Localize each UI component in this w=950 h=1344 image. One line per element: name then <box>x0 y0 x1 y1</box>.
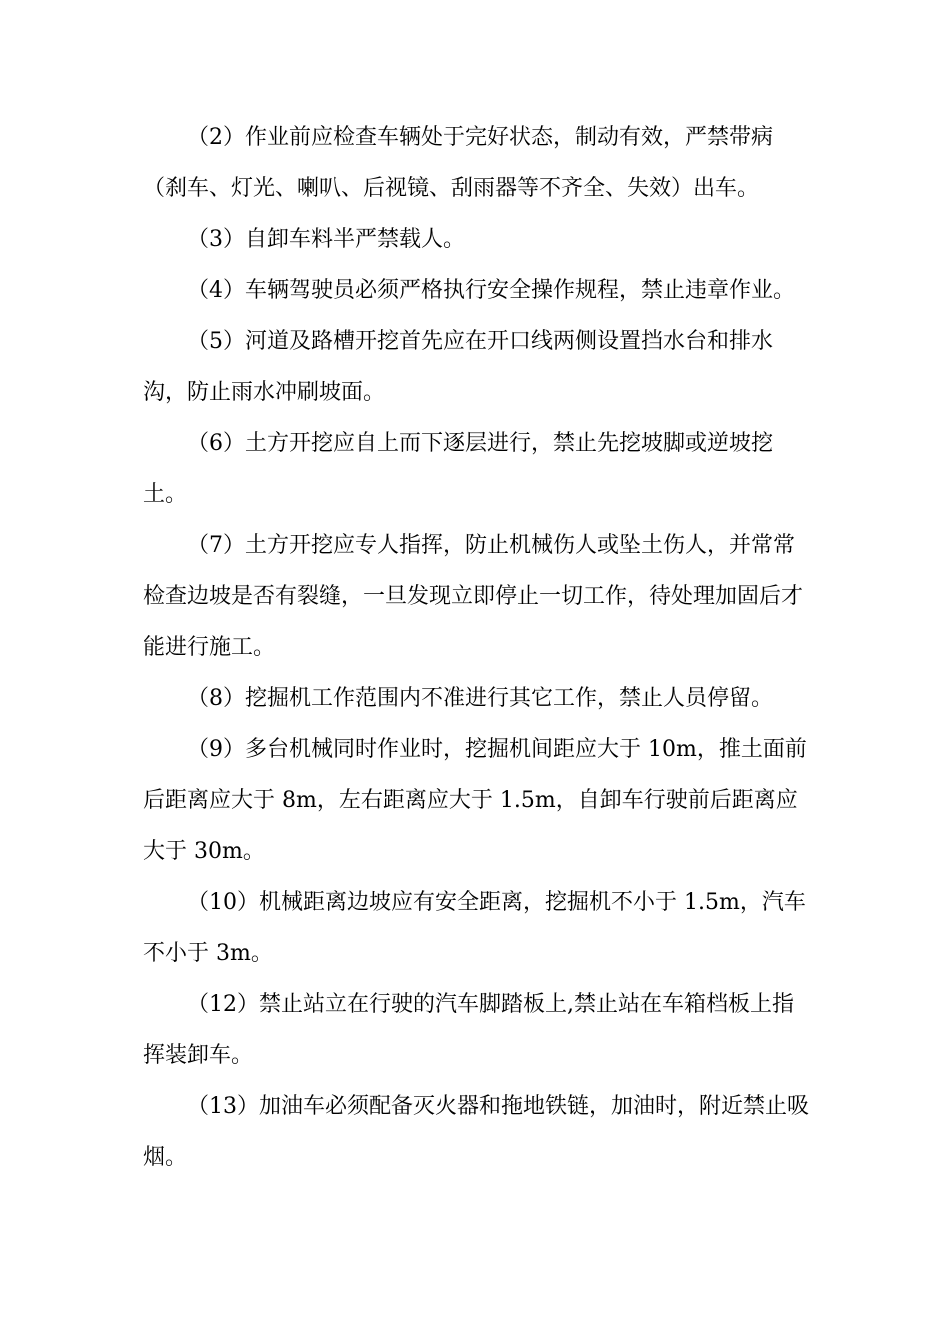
document-body <box>143 112 809 1183</box>
paragraph-item-6: （6）土方开挖应自上而下逐层进行，禁止先挖坡脚或逆坡挖土。 <box>143 431 773 507</box>
paragraph-item-8: （8）挖掘机工作范围内不准进行其它工作，禁止人员停留。 <box>187 686 773 711</box>
paragraph-item-9: （9）多台机械同时作业时，挖掘机间距应大于 10m，推土面前后距离应大于 8m，左右距离应大于 1.5m，自卸车行驶前后距离应大于 30m。 <box>143 737 807 864</box>
paragraph-item-3: （3）自卸车料半严禁载人。 <box>187 227 465 252</box>
paragraph-item-4: （4）车辆驾驶员必须严格执行安全操作规程，禁止违章作业。 <box>187 278 795 303</box>
paragraph-item-12: （12）禁止站立在行驶的汽车脚踏板上,禁止站在车箱档板上指挥装卸车。 <box>143 992 794 1068</box>
paragraph-item-7: （7）土方开挖应专人指挥，防止机械伤人或坠土伤人，并常常检查边坡是否有裂缝，一旦发现立即停止一切工作，待处理加固后才能进行施工。 <box>143 533 804 660</box>
paragraph-item-13: （13）加油车必须配备灭火器和拖地铁链，加油时，附近禁止吸烟。 <box>143 1094 809 1170</box>
paragraph-item-2: （2）作业前应检查车辆处于完好状态，制动有效，严禁带病（刹车、灯光、喇叭、后视镜、刮雨器等不齐全、失效）出车。 <box>143 125 773 201</box>
paragraph-item-5: （5）河道及路槽开挖首先应在开口线两侧设置挡水台和排水沟，防止雨水冲刷坡面。 <box>143 329 773 405</box>
paragraph-item-10: （10）机械距离边坡应有安全距离，挖掘机不小于 1.5m，汽车不小于 3m。 <box>143 890 806 966</box>
